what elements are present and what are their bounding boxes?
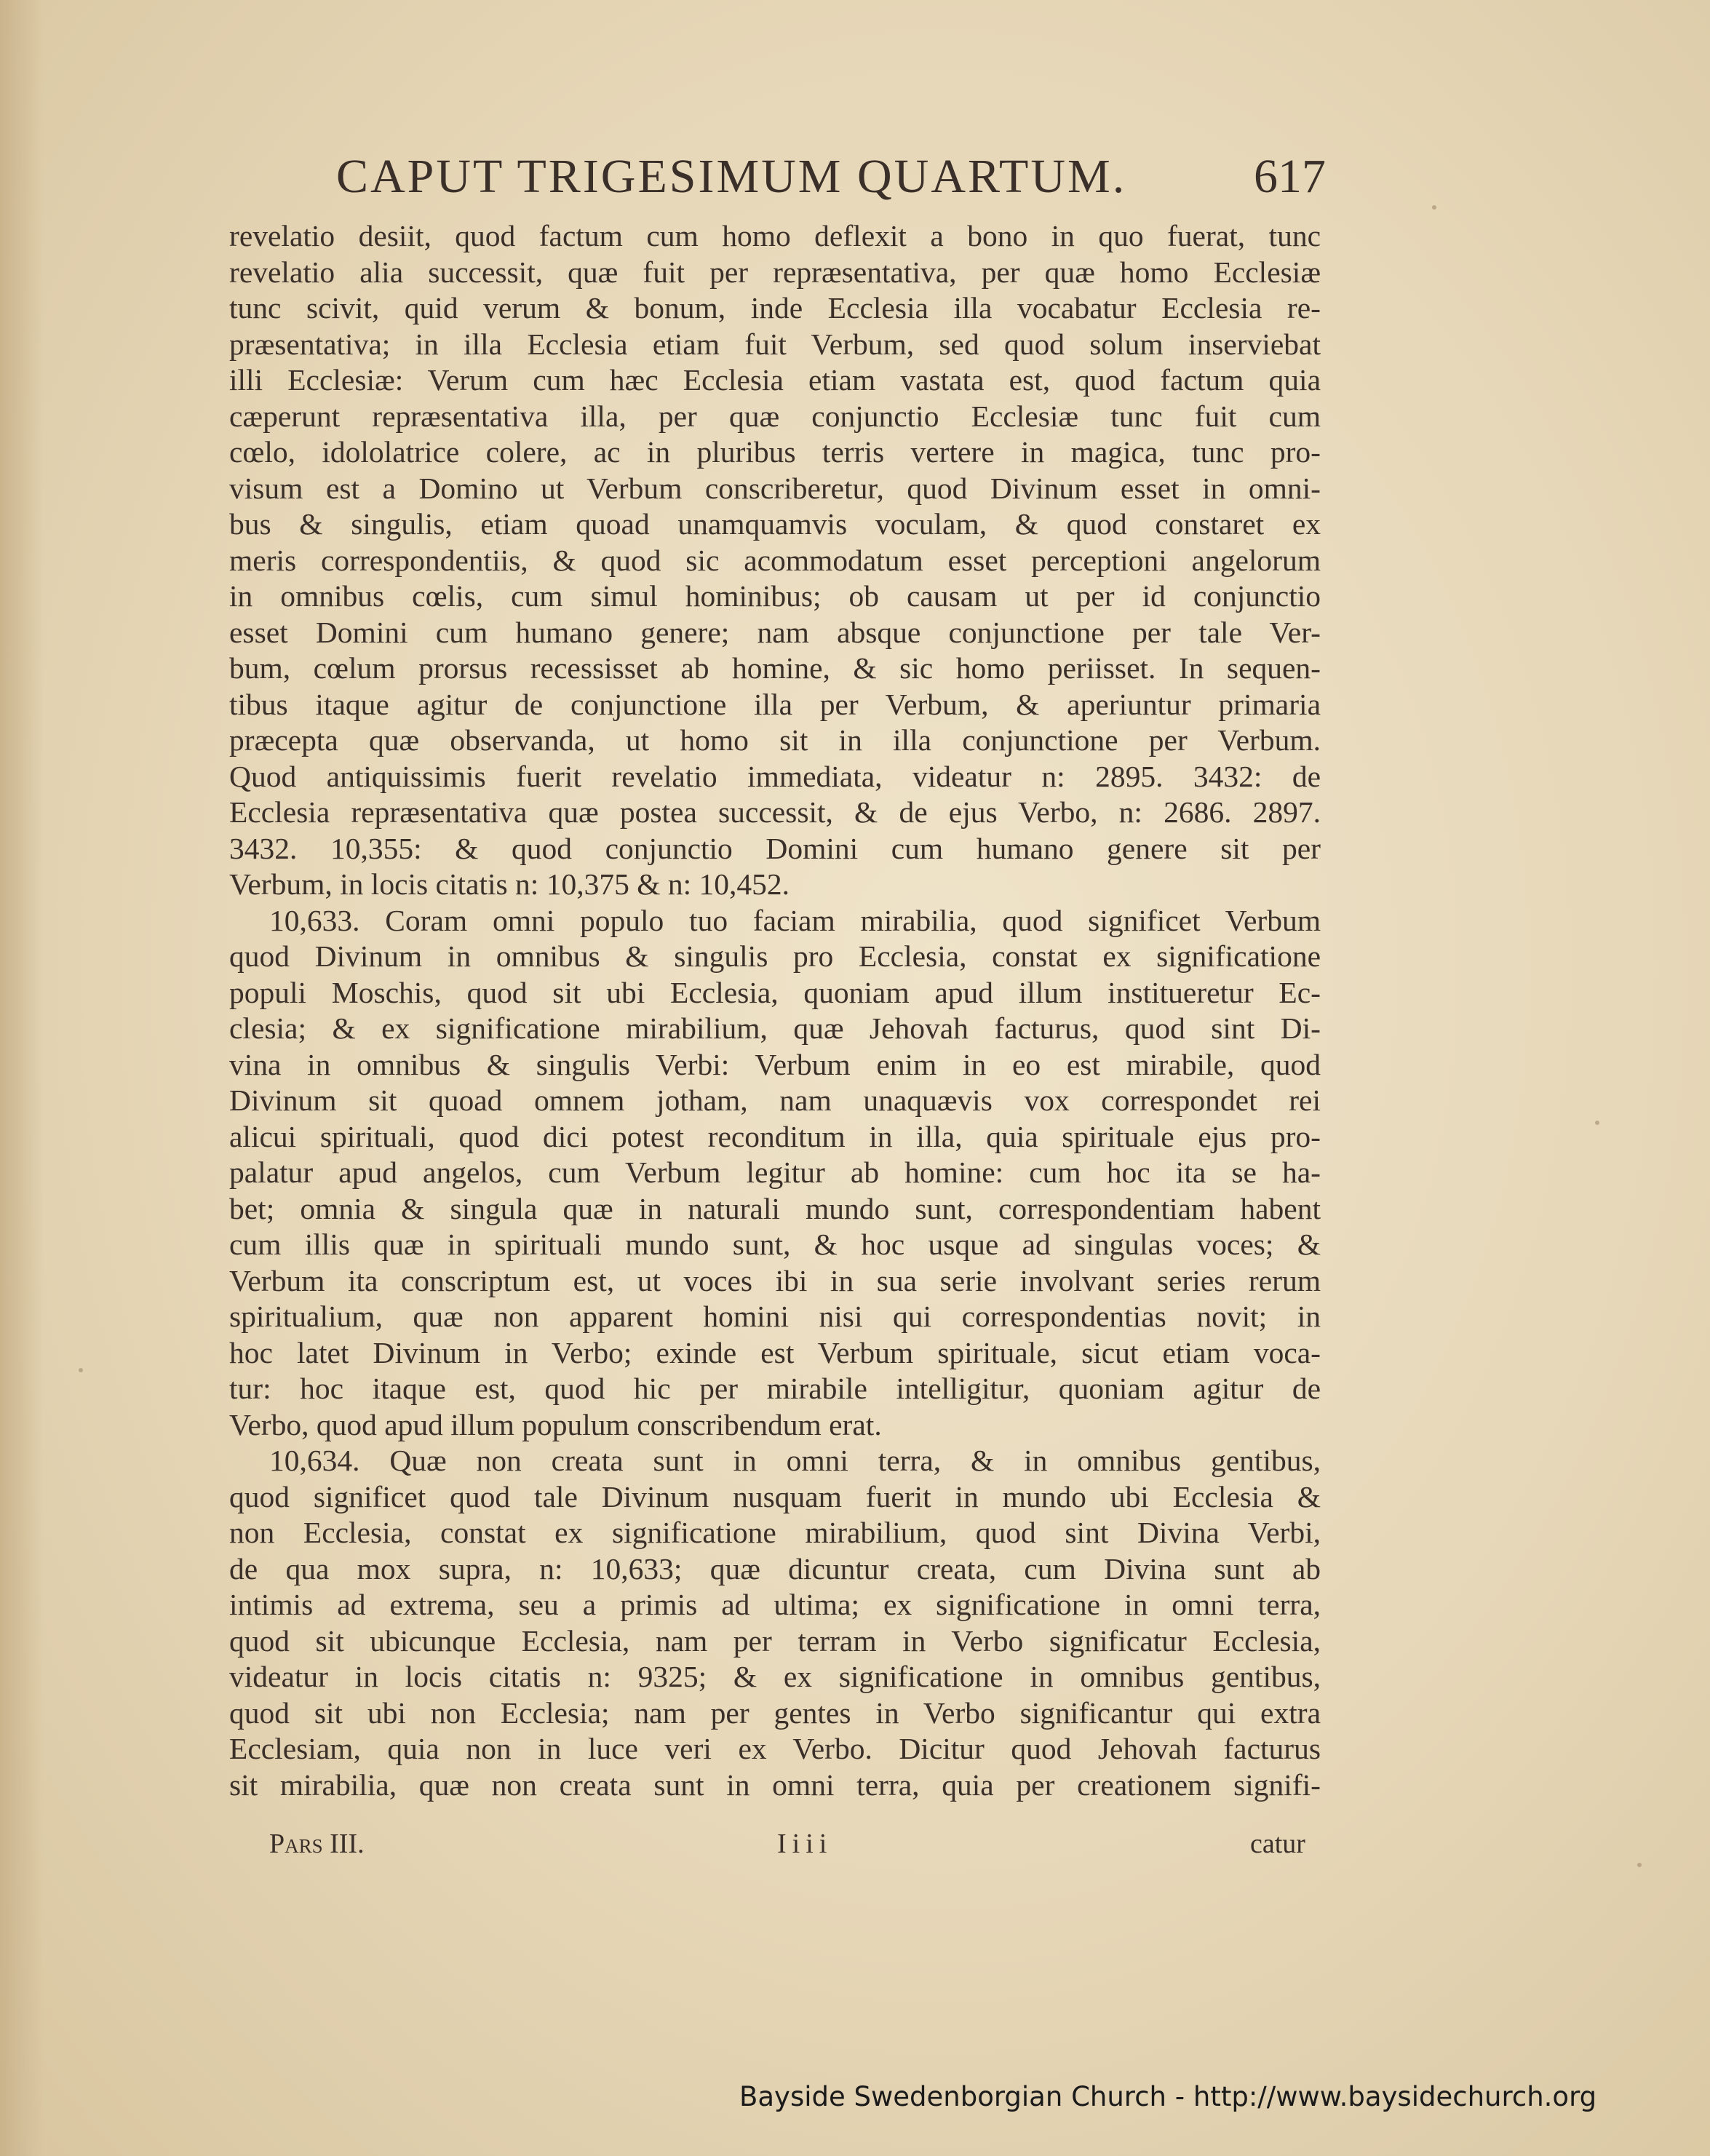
text-line: Ecclesiam, quia non in luce veri ex Verbo. Dicitur quod Jehovah facturus	[229, 1732, 1321, 1765]
text-line: præsentativa; in illa Ecclesia etiam fuit Verbum, sed quod solum inserviebat	[229, 327, 1321, 361]
text-line: hoc latet Divinum in Verbo; exinde est Verbum spirituale, sicut etiam voca-	[229, 1335, 1321, 1369]
text-line: intimis ad extrema, seu a primis ad ultima; ex significatione in omni terra,	[229, 1588, 1321, 1621]
text-line: præcepta quæ observanda, ut homo sit in illa conjunctione per Verbum.	[229, 723, 1321, 757]
text-line: populi Moschis, quod sit ubi Ecclesia, quoniam apud illum institueretur Ec-	[229, 975, 1321, 1009]
text-line: esset Domini cum humano genere; nam absque conjunctione per tale Ver-	[229, 615, 1321, 649]
text-line: Divinum sit quoad omnem jotham, nam unaquævis vox correspondet rei	[229, 1083, 1321, 1117]
text-line: tunc scivit, quid verum & bonum, inde Ecclesia illa vocabatur Ecclesia re-	[229, 291, 1321, 325]
text-line: quod significet quod tale Divinum nusquam fuerit in mundo ubi Ecclesia &	[229, 1479, 1321, 1513]
text-line: illi Ecclesiæ: Verum cum hæc Ecclesia etiam vastata est, quod factum quia	[229, 363, 1321, 397]
text-line: videatur in locis citatis n: 9325; & ex significatione in omnibus gentibus,	[229, 1660, 1321, 1693]
paper-speck	[1595, 1121, 1599, 1125]
text-line: bum, cœlum prorsus recessisset ab homine, & sic homo periisset. In sequen-	[229, 651, 1321, 685]
credit-watermark: Bayside Swedenborgian Church - http://www.baysidechurch.org	[739, 2081, 1597, 2112]
text-line: Verbo, quod apud illum populum conscribendum erat.	[229, 1407, 882, 1441]
text-line: in omnibus cœlis, cum simul hominibus; ob causam ut per id conjunctio	[229, 579, 1321, 613]
text-line: cœlo, idololatrice colere, ac in pluribus terris vertere in magica, tunc pro-	[229, 435, 1321, 469]
text-line: revelatio alia successit, quæ fuit per repræsentativa, per quæ homo Ecclesiæ	[229, 255, 1321, 289]
text-line: tur: hoc itaque est, quod hic per mirabile intelligitur, quoniam agitur de	[229, 1372, 1321, 1405]
paragraph-start-10634: 10,634. Quæ non creata sunt in omni terra, & in omnibus gentibus,	[269, 1444, 1321, 1477]
text-line: non Ecclesia, constat ex significatione mirabilium, quod sint Divina Verbi,	[229, 1516, 1321, 1549]
text-line: Verbum ita conscriptum est, ut voces ibi in sua serie involvant series rerum	[229, 1263, 1321, 1297]
text-line: quod Divinum in omnibus & singulis pro Ecclesia, constat ex significatione	[229, 939, 1321, 973]
page-number: 617	[1254, 150, 1326, 203]
text-line: Verbum, in locis citatis n: 10,375 & n: 10,452.	[229, 867, 790, 901]
footer-signature-mark: Iiii	[777, 1829, 833, 1859]
text-line: 3432. 10,355: & quod conjunctio Domini cum humano genere sit per	[229, 831, 1321, 865]
text-line: alicui spirituali, quod dici potest reconditum in illa, quia spirituale ejus pro-	[229, 1119, 1321, 1153]
text-line: meris correspondentiis, & quod sic acommodatum esset perceptioni angelorum	[229, 543, 1321, 577]
text-line: spiritualium, quæ non apparent homini nisi qui correspondentias novit; in	[229, 1300, 1321, 1333]
text-line: sit mirabilia, quæ non creata sunt in omni terra, quia per creationem signifi-	[229, 1767, 1321, 1802]
text-line: visum est a Domino ut Verbum conscriberetur, quod Divinum esset in omni-	[229, 471, 1321, 505]
running-head	[336, 149, 1326, 215]
text-line: bet; omnia & singula quæ in naturali mundo sunt, correspondentiam habent	[229, 1191, 1321, 1225]
paper-speck	[1637, 1863, 1642, 1867]
text-line: quod sit ubicunque Ecclesia, nam per terram in Verbo significatur Ecclesia,	[229, 1623, 1321, 1658]
paper-speck	[79, 1368, 83, 1372]
text-line: de qua mox supra, n: 10,633; quæ dicuntur creata, cum Divina sunt ab	[229, 1551, 1321, 1586]
text-line: palatur apud angelos, cum Verbum legitur ab homine: cum hoc ita se ha-	[229, 1155, 1321, 1189]
text-line: Ecclesia repræsentativa quæ postea successit, & de ejus Verbo, n: 2686. 2897.	[229, 795, 1321, 829]
body-text	[229, 218, 1321, 1803]
text-line: clesia; & ex significatione mirabilium, quæ Jehovah facturus, quod sint Di-	[229, 1011, 1321, 1045]
chapter-title: CAPUT TRIGESIMUM QUARTUM.	[336, 150, 1127, 203]
text-line: quod sit ubi non Ecclesia; nam per gentes in Verbo significantur qui extra	[229, 1695, 1321, 1730]
text-line: cæperunt repræsentativa illa, per quæ conjunctio Ecclesiæ tunc fuit cum	[229, 399, 1321, 433]
text-line: revelatio desiit, quod factum cum homo deflexit a bono in quo fuerat, tunc	[229, 219, 1321, 252]
text-line: vina in omnibus & singulis Verbi: Verbum enim in eo est mirabile, quod	[229, 1047, 1321, 1081]
text-line: tibus itaque agitur de conjunctione illa per Verbum, & aperiuntur primaria	[229, 687, 1321, 721]
footer-signature: Pars III.	[269, 1829, 365, 1859]
paper-speck	[1432, 205, 1436, 210]
footer-catchword: catur	[1250, 1829, 1305, 1859]
text-line: cum illis quæ in spirituali mundo sunt, & hoc usque ad singulas voces; &	[229, 1228, 1321, 1261]
page-edge-shadow	[0, 0, 44, 2156]
text-line: Quod antiquissimis fuerit revelatio immediata, videatur n: 2895. 3432: de	[229, 759, 1321, 793]
paragraph-start-10633: 10,633. Coram omni populo tuo faciam mirabilia, quod significet Verbum	[269, 903, 1321, 937]
text-line: bus & singulis, etiam quoad unamquamvis voculam, & quod constaret ex	[229, 507, 1321, 541]
